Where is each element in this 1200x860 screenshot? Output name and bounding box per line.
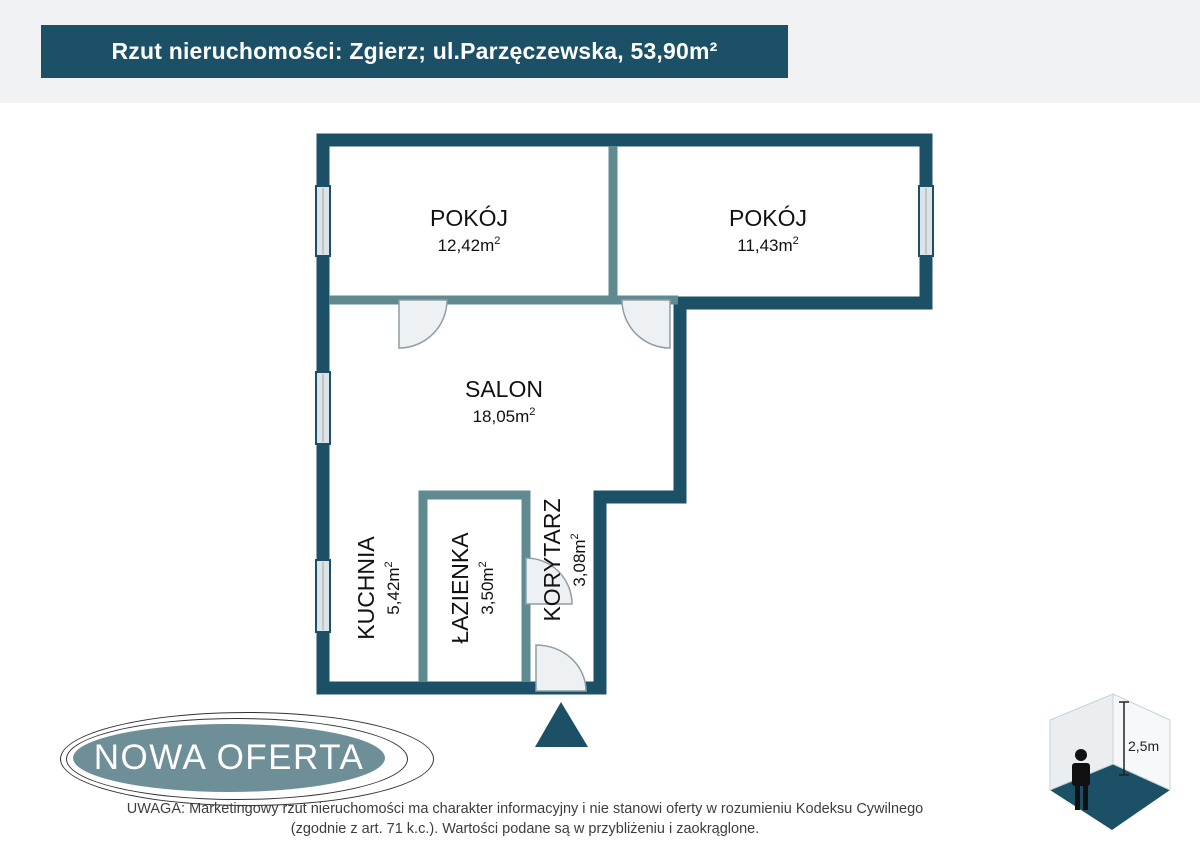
room-bathroom-name: ŁAZIENKA: [447, 532, 473, 644]
room-room2-name: POKÓJ: [729, 205, 807, 231]
height-label: 2,5m: [1128, 738, 1160, 754]
room-salon-name: SALON: [465, 376, 543, 402]
windows: [316, 186, 933, 632]
room-corridor-name: KORYTARZ: [539, 498, 565, 622]
page-title-text: Rzut nieruchomości: Zgierz; ul.Parzęczewska, 53,90m²: [111, 38, 718, 64]
disclaimer-line-2: (zgodnie z art. 71 k.c.). Wartości podane są w przybliżeniu i zaokrąglone.: [290, 821, 760, 837]
room-corridor: [539, 498, 589, 621]
room-kitchen: [353, 536, 403, 640]
new-offer-badge-text: NOWA OFERTA: [93, 738, 365, 777]
room-salon-area: $18,05m^2$: [472, 406, 536, 426]
new-offer-badge: [73, 724, 385, 792]
door-room2: [622, 300, 670, 348]
disclaimer: [60, 799, 990, 839]
room-room2-area: $11,43m^2$: [737, 235, 799, 255]
entrance-arrow-icon: [535, 702, 588, 747]
room-room1-name: POKÓJ: [430, 205, 508, 231]
room-corridor-area: $3,08m^2$: [569, 533, 589, 587]
room-height-indicator: [1050, 694, 1170, 830]
room-kitchen-name: KUCHNIA: [353, 536, 379, 640]
disclaimer-line-1: UWAGA: Marketingowy rzut nieruchomości ma charakter informacyjny i nie stanowi oferty w rozumieniu Kodeksu Cywilnego: [126, 801, 924, 817]
room-room1: [430, 205, 508, 255]
room-kitchen-area: $5,42m^2$: [383, 561, 403, 615]
room-salon: [465, 376, 543, 426]
window-panes: [323, 188, 926, 630]
room-room2: [729, 205, 807, 255]
room-bathroom: [447, 532, 497, 644]
door-entrance: [536, 645, 586, 691]
room-room1-area: $12,42m^2$: [437, 235, 501, 255]
room-bathroom-area: $3,50m^2$: [477, 561, 497, 615]
outer-walls: [323, 140, 926, 688]
door-room1: [399, 300, 447, 348]
